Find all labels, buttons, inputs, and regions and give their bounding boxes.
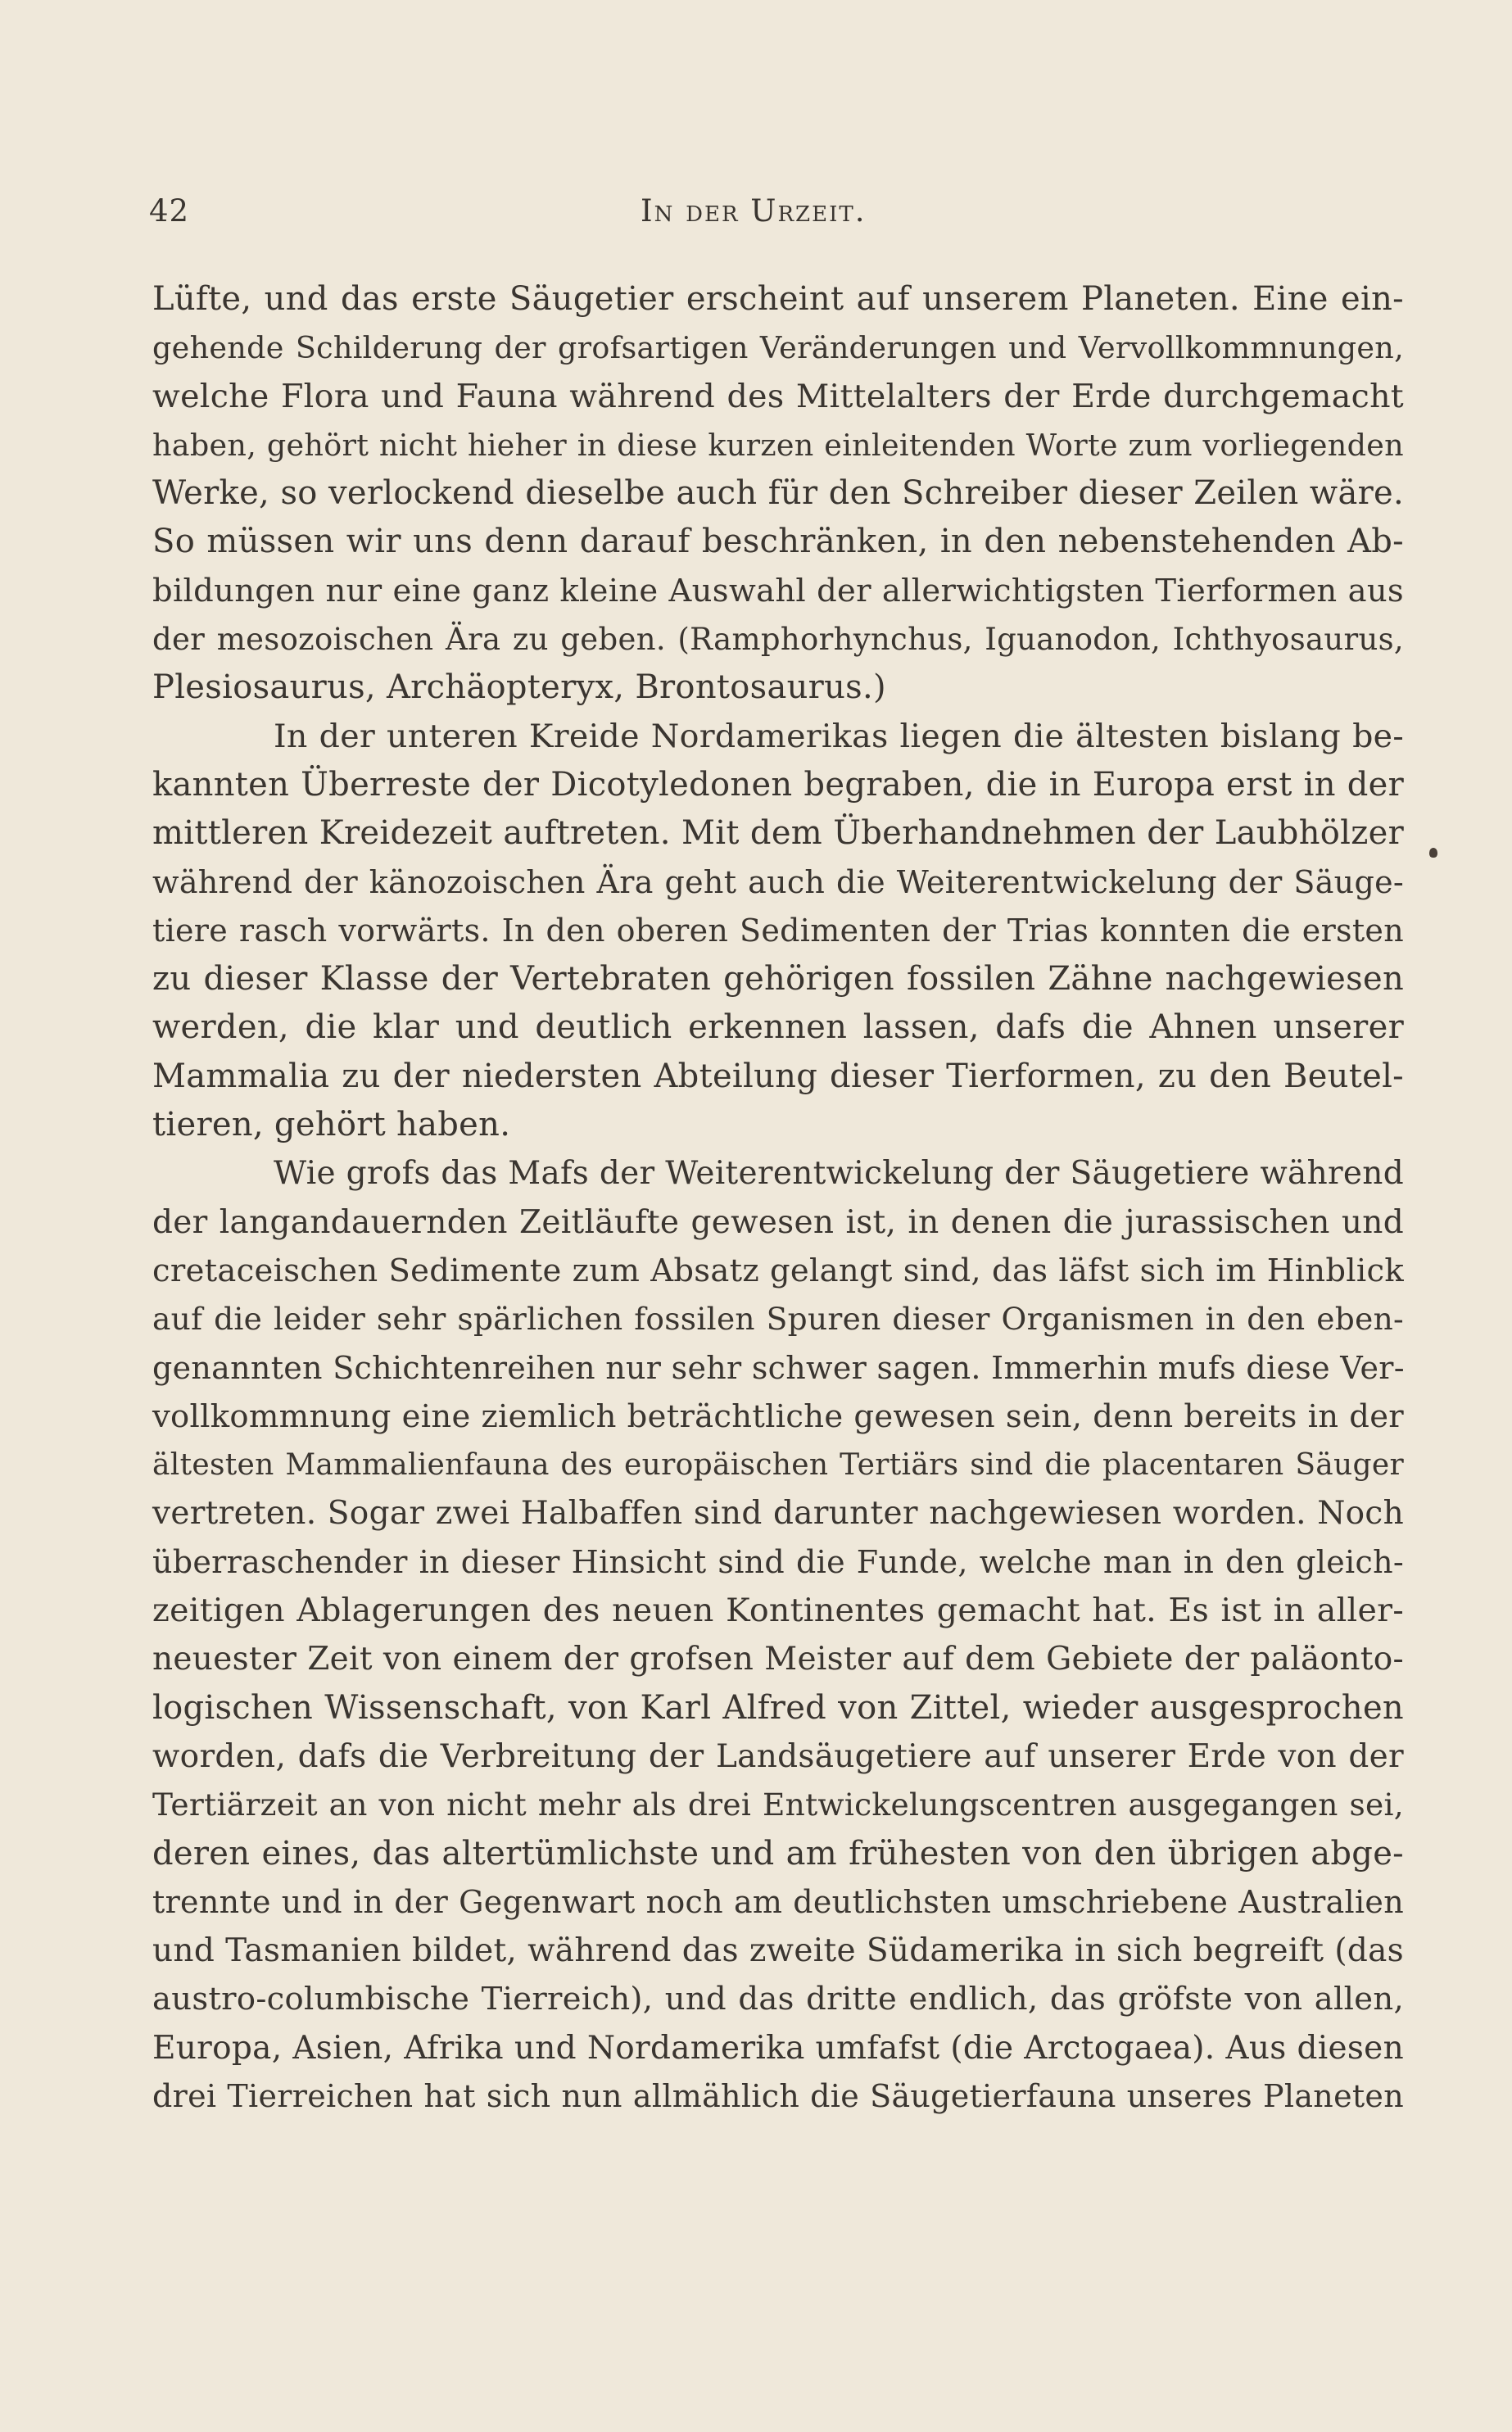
text-line: austro-columbische Tierreich), und das dritte endlich, das gröfste von allen,: [152, 1981, 1404, 2018]
text-line: welche Flora und Fauna während des Mittelalters der Erde durchgemacht: [152, 377, 1404, 415]
text-line: haben, gehört nicht hieher in diese kurzen einleitenden Worte zum vorliegenden: [152, 427, 1404, 463]
text-line: Tertiärzeit an von nicht mehr als drei Entwickelungscentren ausgegangen sei,: [152, 1787, 1404, 1823]
text-line: genannten Schichtenreihen nur sehr schwer sagen. Immerhin mufs diese Ver-: [152, 1349, 1405, 1386]
text-line: vollkommnung eine ziemlich beträchtliche gewesen sein, denn bereits in der: [152, 1397, 1404, 1435]
text-line: gehende Schilderung der grofsartigen Veränderungen und Vervollkommnungen,: [152, 330, 1404, 366]
text-line: bildungen nur eine ganz kleine Auswahl der allerwichtigsten Tierformen aus: [152, 572, 1404, 609]
text-line: ältesten Mammalienfauna des europäischen Tertiärs sind die placentaren Säuger: [152, 1448, 1404, 1483]
text-line: drei Tierreichen hat sich nun allmählich die Säugetierfauna unseres Planeten: [152, 2077, 1404, 2114]
text-line: werden, die klar und deutlich erkennen lassen, dafs die Ahnen unserer: [152, 1008, 1404, 1047]
text-line: deren eines, das altertümlichste und am frühesten von den übrigen abge-: [152, 1834, 1404, 1873]
text-line: Plesiosaurus, Archäopteryx, Brontosaurus.): [152, 668, 886, 707]
page-number: 42: [149, 193, 190, 229]
text-line: cretaceischen Sedimente zum Absatz gelangt sind, das läfst sich im Hinblick: [152, 1252, 1404, 1289]
text-line: zu dieser Klasse der Vertebraten gehörigen fossilen Zähne nachgewiesen: [152, 960, 1404, 999]
text-line: kannten Überreste der Dicotyledonen begraben, die in Europa erst in der: [152, 765, 1404, 804]
text-line: trennte und in der Gegenwart noch am deutlichsten umschriebene Australien: [152, 1883, 1404, 1920]
ink-speck: [1429, 848, 1437, 858]
text-line: Lüfte, und das erste Säugetier erscheint auf unserem Planeten. Eine ein-: [152, 280, 1404, 318]
text-line: der mesozoischen Ära zu geben. (Ramphorhynchus, Iguanodon, Ichthyosaurus,: [152, 622, 1404, 658]
text-line: während der känozoischen Ära geht auch die Weiterentwickelung der Säuge-: [152, 863, 1404, 900]
text-line: Europa, Asien, Afrika und Nordamerika umfafst (die Arctogaea). Aus diesen: [152, 2029, 1404, 2067]
text-line: logischen Wissenschaft, von Karl Alfred von Zittel, wieder ausgesprochen: [152, 1688, 1404, 1727]
text-line: zeitigen Ablagerungen des neuen Kontinentes gemacht hat. Es ist in aller-: [152, 1592, 1404, 1630]
text-line: auf die leider sehr spärlichen fossilen Spuren dieser Organismen in den eben-: [152, 1301, 1404, 1338]
text-line: In der unteren Kreide Nordamerikas liegen die ältesten bislang be-: [274, 717, 1404, 755]
text-line: worden, dafs die Verbreitung der Landsäugetiere auf unserer Erde von der: [152, 1737, 1404, 1775]
running-title: In der Urzeit.: [641, 193, 867, 229]
text-line: So müssen wir uns denn darauf beschränken, in den nebenstehenden Ab-: [152, 523, 1404, 561]
text-line: vertreten. Sogar zwei Halbaffen sind darunter nachgewiesen worden. Noch: [152, 1495, 1404, 1533]
text-line: überraschender in dieser Hinsicht sind die Funde, welche man in den gleich-: [152, 1543, 1404, 1580]
running-header: [149, 193, 1419, 242]
text-line: tiere rasch vorwärts. In den oberen Sedimenten der Trias konnten die ersten: [152, 912, 1404, 949]
text-line: Werke, so verlockend dieselbe auch für den Schreiber dieser Zeilen wäre.: [152, 474, 1404, 513]
text-line: tieren, gehört haben.: [152, 1106, 511, 1144]
body-text: [152, 275, 1404, 2121]
text-line: mittleren Kreidezeit auftreten. Mit dem Überhandnehmen der Laubhölzer: [152, 814, 1404, 853]
text-line: Mammalia zu der niedersten Abteilung dieser Tierformen, zu den Beutel-: [152, 1057, 1404, 1095]
text-line: Wie grofs das Mafs der Weiterentwickelung der Säugetiere während: [274, 1155, 1404, 1193]
text-line: neuester Zeit von einem der grofsen Meister auf dem Gebiete der paläonto-: [152, 1641, 1404, 1678]
text-line: und Tasmanien bildet, während das zweite Südamerika in sich begreift (das: [152, 1932, 1404, 1970]
text-line: der langandauernden Zeitläufte gewesen ist, in denen die jurassischen und: [152, 1203, 1404, 1241]
